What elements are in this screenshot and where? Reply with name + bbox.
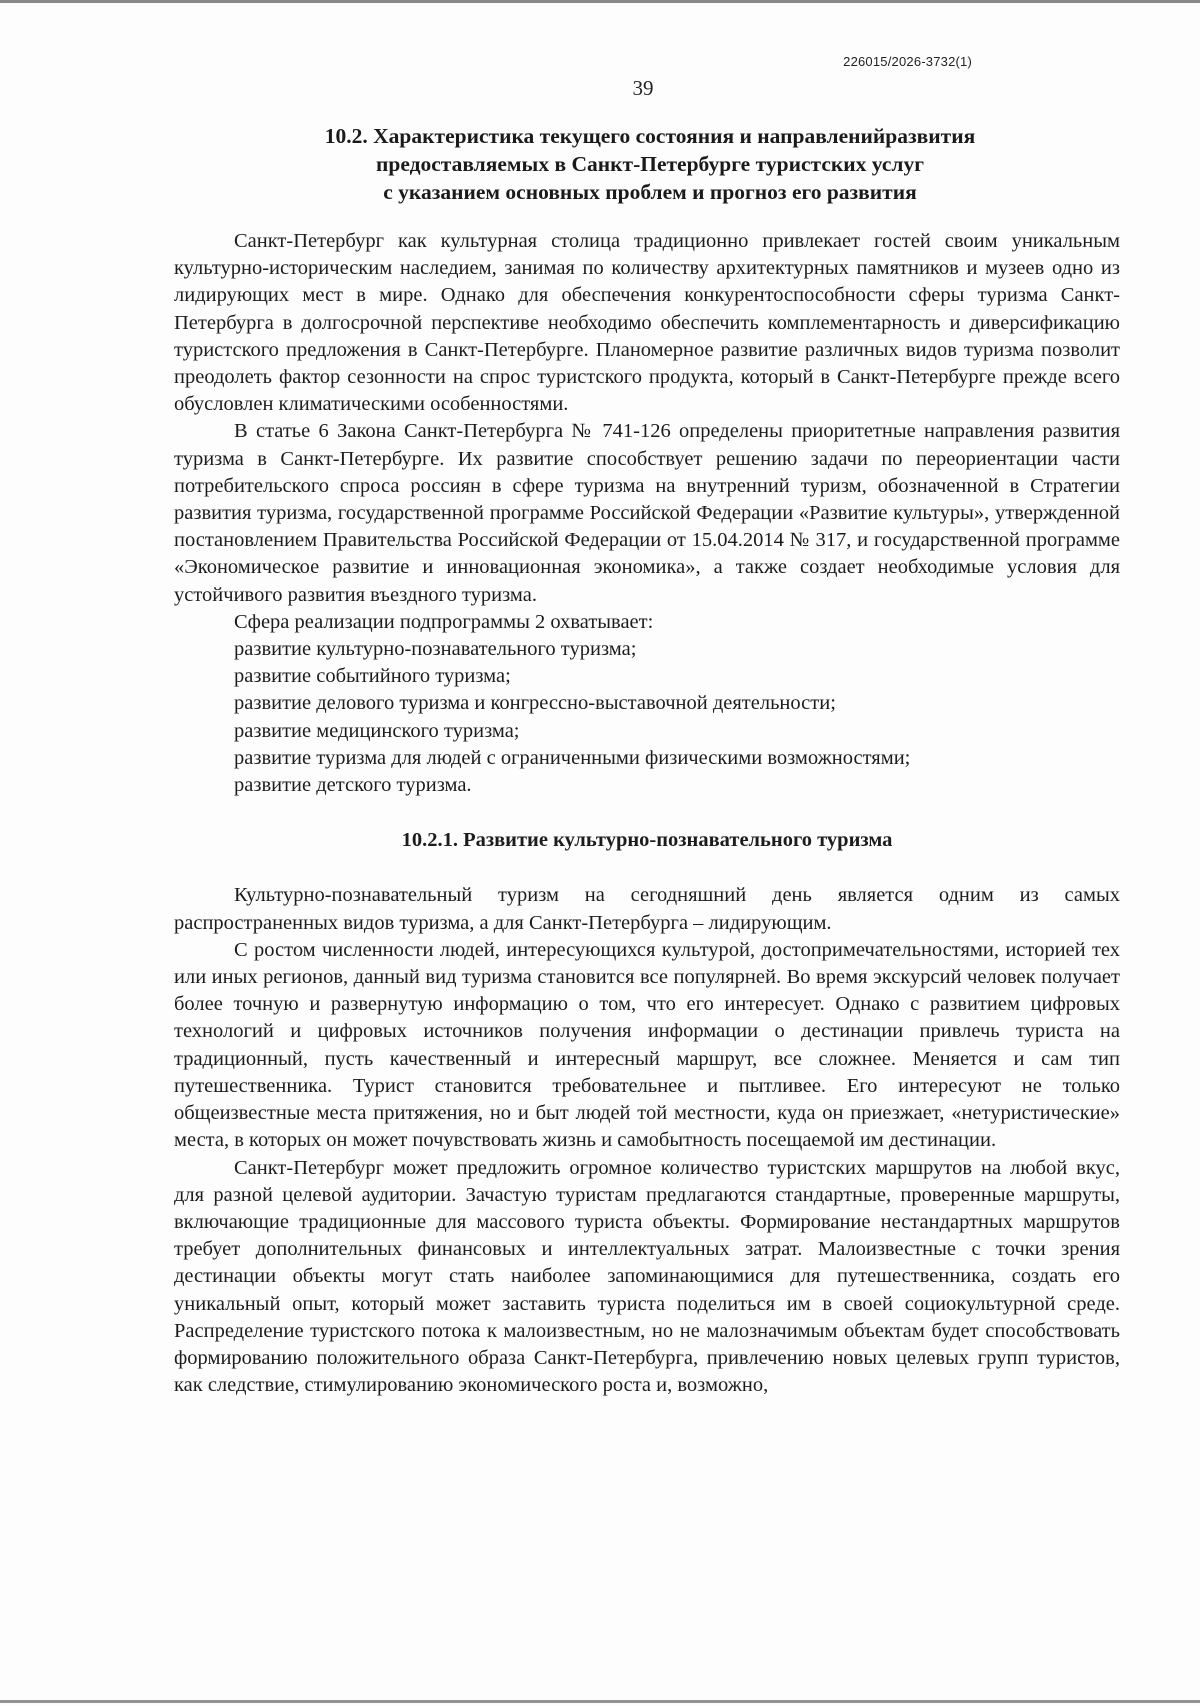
scan-edge-top [0,0,1200,3]
paragraph: Санкт-Петербург как культурная столица традиционно привлекает гостей своим уникальным культурно-историческим наследием, занимая по количеству архитектурных памятников и музеев одно из лидирующих мест в мире. Однако для обеспечения конкурентоспособности сферы туризма Санкт-Петербурга в долгосрочной перспективе необходимо обеспечить комплементарность и диверсификацию туристского предложения в Санкт-Петербурге. Планомерное развитие различных видов туризма позволит преодолеть фактор сезонности на спрос туристского продукта, который в Санкт-Петербурге прежде всего обусловлен климатическими особенностями. [174,230,1120,416]
list-item: развитие туризма для людей с ограниченными физическими возможностями; [234,746,911,769]
paragraph: Культурно-познавательный туризм на сегодняшний день является одним из самых распространенных видов туризма, а для Санкт-Петербурга – лидирующим. [174,884,1120,934]
section-title [175,122,1125,206]
subsection-heading: 10.2.1. Развитие культурно-познавательного туризма [401,829,893,852]
list-item: развитие медицинского туризма; [234,719,520,742]
section-title-line: с указанием основных проблем и прогноз его развития [383,180,917,204]
paragraph: В статье 6 Закона Санкт-Петербурга № 741-126 определены приоритетные направления развития туризма в Санкт-Петербурге. Их развитие способствует решению задачи по переориентации части потребительского спроса россиян в сфере туризма на внутренний туризм, обозначенной в Стратегии развития туризма, государственной программе Российской Федерации «Развитие культуры», утвержденной постановлением Правительства Российской Федерации от 15.04.2014 № 317, и государственной программе «Экономическое развитие и инновационная экономика», а также создает необходимые условия для устойчивого развития въездного туризма. [174,420,1120,606]
list-item: развитие делового туризма и конгрессно-выставочной деятельности; [234,692,836,715]
list-item: развитие культурно-познавательного туризма; [234,638,637,661]
paragraph: Санкт-Петербург может предложить огромное количество туристских маршрутов на любой вкус, для разной целевой аудитории. Зачастую туристам предлагаются стандартные, проверенные маршруты, включающие традиционные для массового туриста объекты. Формирование нестандартных маршрутов требует дополнительных финансовых и интеллектуальных затрат. Малоизвестные с точки зрения дестинации объекты могут стать наиболее запоминающимися для путешественника, создать его уникальный опыт, который может заставить туриста поделиться им в своей социокультурной среде. Распределение туристского потока к малоизвестным, но не малозначимым объектам будет способствовать формированию положительного образа Санкт-Петербурга, привлечению новых целевых групп туристов, как следствие, стимулированию экономического роста и, возможно, [174,1156,1120,1397]
list-item: развитие детского туризма. [234,774,472,797]
paragraph: С ростом численности людей, интересующихся культурой, достопримечательностями, историей тех или иных регионов, данный вид туризма становится все популярней. Во время экскурсий человек получает более точную и развернутую информацию о том, что его интересует. Однако с развитием цифровых технологий и цифровых источников получения информации о дестинации привлечь туриста на традиционный, пусть качественный и интересный маршрут, все сложнее. Меняется и сам тип путешественника. Турист становится требовательнее и пытливее. Его интересуют не только общеизвестные места притяжения, но и быт людей той местности, куда он приезжает, «нетуристические» места, в которых он может почувствовать жизнь и самобытность посещаемой им дестинации. [174,938,1120,1152]
scan-edge-bottom [0,1700,1200,1703]
page-number: 39 [632,76,654,100]
scope-list [174,636,1120,799]
section-title-line: 10.2. Характеристика текущего состояния и направленийразвития [324,124,976,148]
registry-number: 226015/2026-3732(1) [843,54,972,69]
scope-lead: Сфера реализации подпрограммы 2 охватывает: [234,610,654,633]
list-item: развитие событийного туризма; [234,665,511,688]
document-body [174,228,1120,1399]
section-title-line: предоставляемых в Санкт-Петербурге туристских услуг [376,152,924,176]
